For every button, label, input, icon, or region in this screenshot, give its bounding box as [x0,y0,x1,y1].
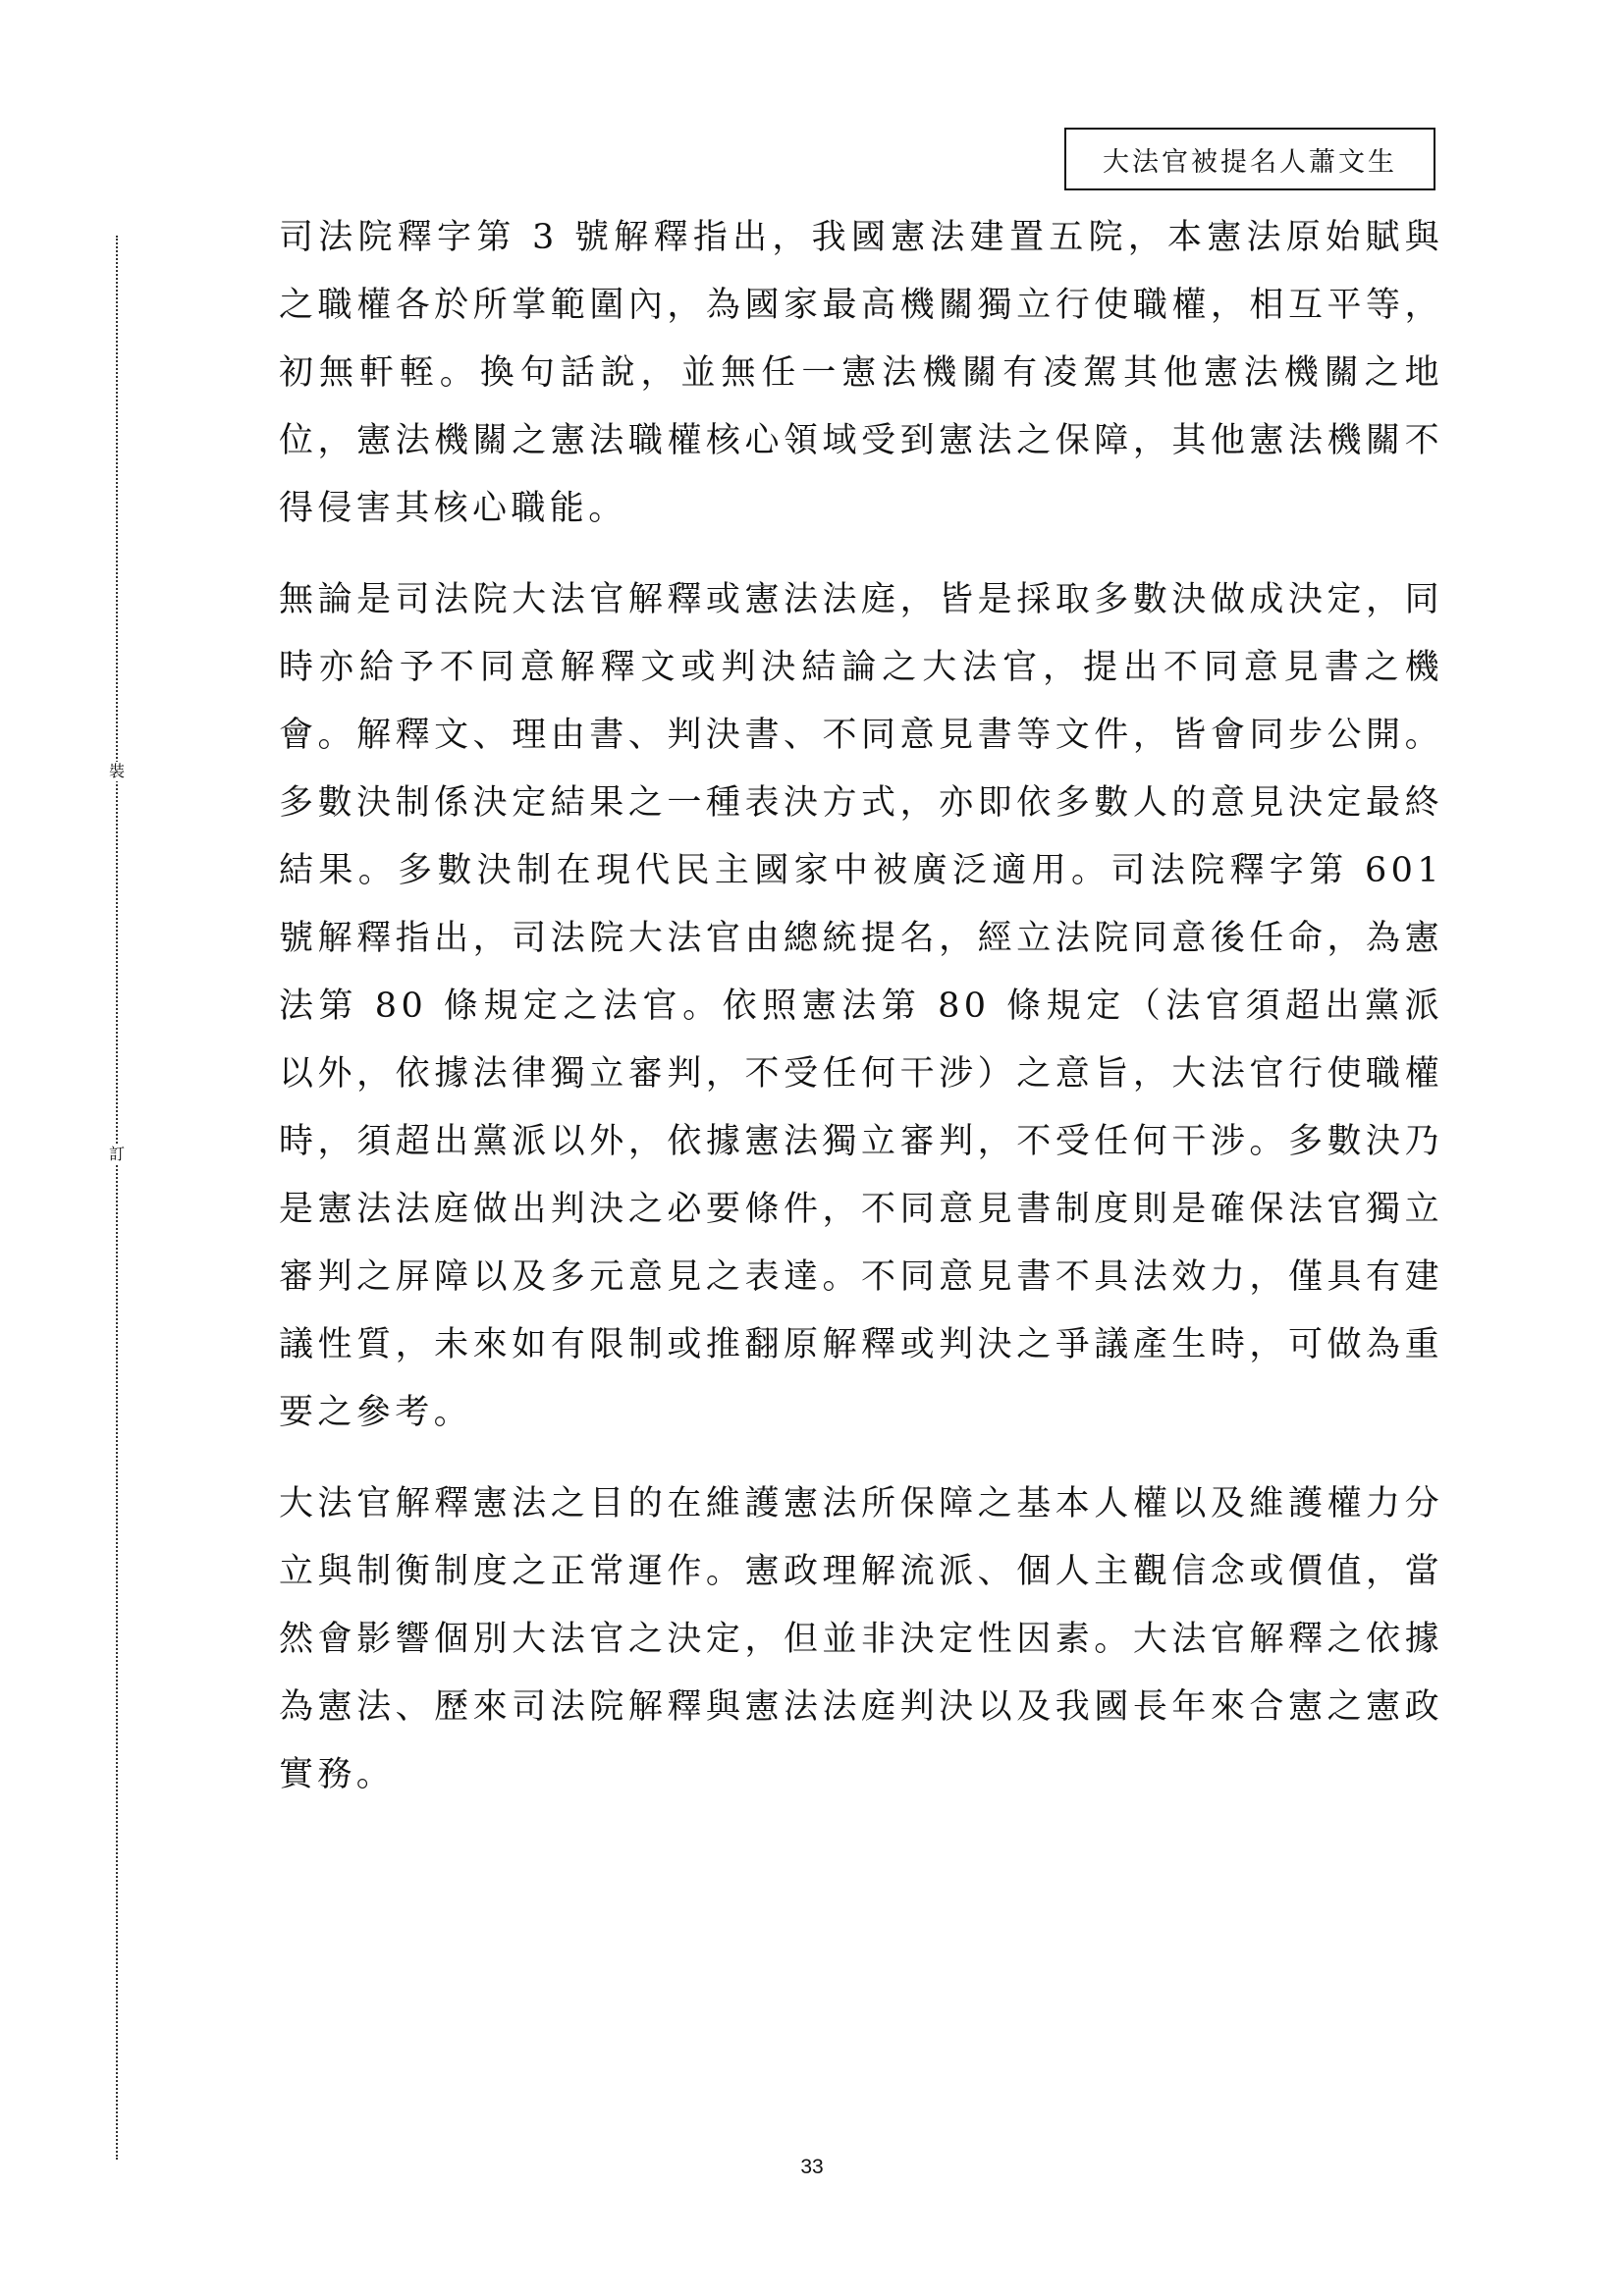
nominee-header-box [1064,128,1435,190]
binding-dotted-line [116,236,118,2160]
binding-mark-ding: 訂 [104,1145,130,1164]
nominee-label: 大法官被提名人蕭文生 [1103,146,1397,178]
page-number: 33 [800,2156,824,2178]
binding-mark-zhuang: 裝 [104,762,130,781]
body-content [279,204,1443,1809]
paragraph-1: 司法院釋字第 3 號解釋指出，我國憲法建置五院，本憲法原始賦與之職權各於所掌範圍內，為國家最高機關獨立行使職權，相互平等，初無軒輊。換句話說，並無任一憲法機關有凌駕其他憲法機關之地位，憲法機關之憲法職權核心領域受到憲法之保障，其他憲法機關不得侵害其核心職能。 [279,218,1443,528]
paragraph-3: 大法官解釋憲法之目的在維護憲法所保障之基本人權以及維護權力分立與制衡制度之正常運作。憲政理解流派、個人主觀信念或價值，當然會影響個別大法官之決定，但並非決定性因素。大法官解釋之依據為憲法、歷來司法院解釋與憲法法庭判決以及我國長年來合憲之憲政實務。 [279,1484,1443,1794]
paragraph-2: 無論是司法院大法官解釋或憲法法庭，皆是採取多數決做成決定，同時亦給予不同意解釋文或判決結論之大法官，提出不同意見書之機會。解釋文、理由書、判決書、不同意見書等文件，皆會同步公開。多數決制係決定結果之一種表決方式，亦即依多數人的意見決定最終結果。多數決制在現代民主國家中被廣泛適用。司法院釋字第 601 號解釋指出，司法院大法官由總統提名，經立法院同意後任命，為憲法第 80 條規定之法官。依照憲法第 80 條規定（法官須超出黨派以外，依據法律獨立審判，不受任何干涉）之意旨，大法官行使職權時，須超出黨派以外，依據憲法獨立審判，不受任何干涉。多數決乃是憲法法庭做出判決之必要條件，不同意見書制度則是確保法官獨立審判之屏障以及多元意見之表達。不同意見書不具法效力，僅具有建議性質，未來如有限制或推翻原解釋或判決之爭議產生時，可做為重要之參考。 [279,580,1443,1432]
